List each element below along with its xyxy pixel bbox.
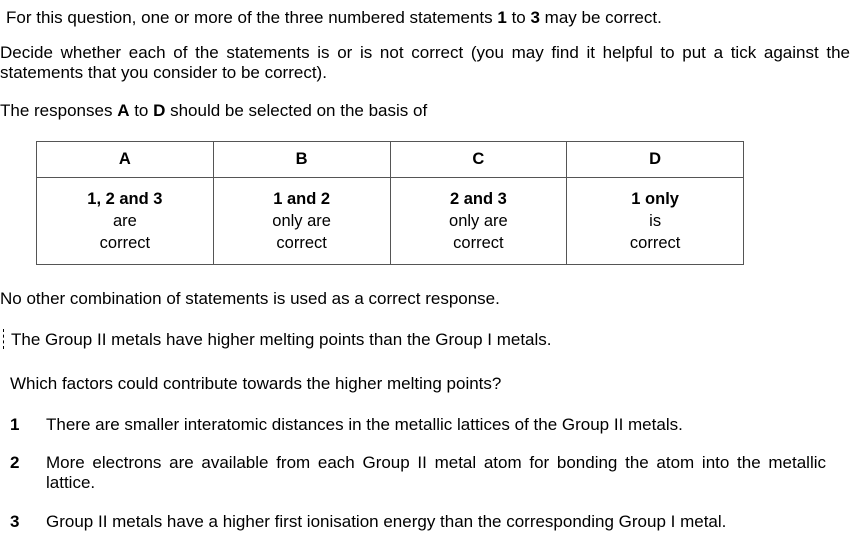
table-header-cell: B	[213, 142, 390, 178]
statement-number: 1	[497, 8, 507, 27]
table-row	[37, 178, 744, 265]
cell-statements: 1, 2 and 3	[87, 190, 163, 208]
cell-text: is	[649, 212, 662, 230]
question-stem: The Group II metals have higher melting points than the Group I metals.	[11, 330, 552, 349]
margin-marker	[3, 329, 4, 349]
instruction-text: should be selected on the basis of	[165, 101, 428, 120]
table-cell	[37, 178, 214, 265]
table-header-row	[37, 142, 744, 178]
response-note: No other combination of statements is used as a correct response.	[0, 289, 500, 308]
instruction-text: The responses	[0, 101, 118, 120]
statement-text: More electrons are available from each Group II metal atom for bonding the atom into the metallic lattice.	[46, 453, 826, 492]
statement-number: 1	[10, 415, 20, 434]
response-letter: A	[117, 101, 130, 120]
cell-text: correct	[629, 234, 681, 252]
statement-number: 2	[10, 453, 20, 472]
question-prompt: Which factors could contribute towards the higher melting points?	[10, 374, 502, 393]
cell-text: correct	[99, 234, 151, 252]
cell-text: are	[112, 212, 137, 230]
statement-number: 3	[530, 8, 540, 27]
instruction-line-1	[6, 8, 662, 28]
statement-number: 3	[10, 512, 20, 531]
table-header-cell: C	[390, 142, 567, 178]
instruction-text: to	[129, 101, 154, 120]
cell-statements: 1 only	[631, 190, 679, 208]
cell-statements: 1 and 2	[273, 190, 331, 208]
cell-statements: 2 and 3	[449, 190, 507, 208]
response-letter: D	[153, 101, 166, 120]
response-key-table	[36, 141, 744, 265]
instruction-line-2: Decide whether each of the statements is or is not correct (you may find it helpful to put a tick against the statements that you consider to be correct).	[0, 43, 850, 82]
statement-text: Group II metals have a higher first ionisation energy than the corresponding Group I metal.	[46, 512, 727, 531]
table-cell	[567, 178, 744, 265]
table-header-cell: D	[567, 142, 744, 178]
table-cell	[213, 178, 390, 265]
instruction-line-3	[0, 101, 427, 121]
table-cell	[390, 178, 567, 265]
statement-text: There are smaller interatomic distances in the metallic lattices of the Group II metals.	[46, 415, 683, 434]
cell-text: correct	[453, 234, 504, 252]
cell-text: only are	[272, 212, 331, 230]
instruction-text: to	[506, 8, 531, 27]
instruction-text: For this question, one or more of the three numbered statements	[6, 8, 498, 27]
instruction-text: may be correct.	[539, 8, 662, 27]
table-header-cell: A	[37, 142, 214, 178]
cell-text: correct	[276, 234, 327, 252]
cell-text: only are	[449, 212, 508, 230]
